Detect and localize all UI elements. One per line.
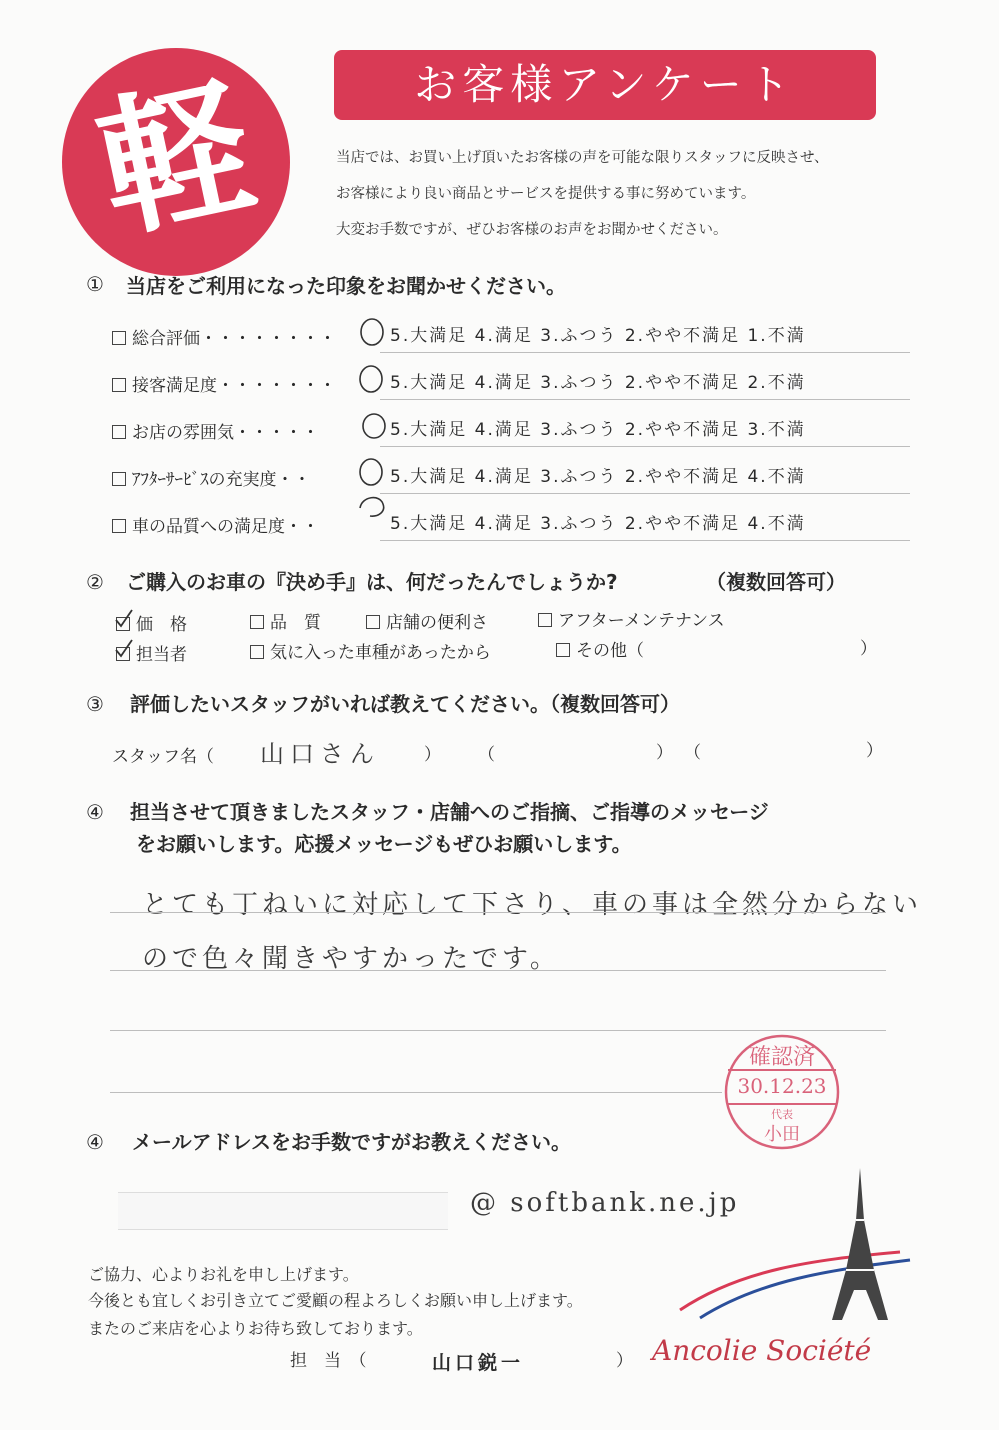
- paren-close-2: ）: [656, 743, 673, 763]
- stamp-small: 代表: [771, 1108, 793, 1121]
- check-mark-price: [116, 610, 132, 626]
- q3-number: ③: [86, 692, 104, 716]
- q2-option-favorite[interactable]: 気に入った車種があったから: [250, 638, 491, 663]
- check-mark-staff: [116, 640, 132, 656]
- paren-close-1: ）: [424, 745, 441, 765]
- selection-circle-5: [360, 498, 384, 517]
- checkbox[interactable]: [250, 615, 264, 629]
- divider: [380, 352, 910, 353]
- staff-name-1[interactable]: 山口さん: [260, 740, 380, 768]
- answer-line: [110, 1030, 886, 1031]
- q1-row-aftersales: ｱﾌﾀｰｻｰﾋﾞｽの充実度・・: [112, 465, 311, 490]
- selection-circle-1: [361, 319, 383, 345]
- q2-option-aftermaint[interactable]: アフターメンテナンス: [538, 606, 725, 631]
- q1-scale-aftersales: 5.大満足 4.満足 3.ふつう 2.やや不満足 4.不満: [390, 467, 806, 487]
- staff-name-label: スタッフ名（: [112, 747, 214, 767]
- eiffel-tower-icon: [660, 1160, 920, 1360]
- selection-circle-2: [360, 366, 382, 392]
- q1-number: ①: [86, 272, 104, 296]
- q1-row-overall: 総合評価・・・・・・・・: [112, 324, 336, 349]
- q2-option-quality[interactable]: 品 質: [250, 608, 321, 633]
- answer-line: [110, 912, 886, 913]
- checkbox[interactable]: [112, 472, 126, 486]
- message-line-2[interactable]: ので色々聞きやすかったです。: [142, 944, 560, 974]
- q2-number: ②: [86, 570, 104, 594]
- selection-circle-4: [360, 459, 382, 485]
- email-local-field[interactable]: [118, 1192, 448, 1230]
- q2-title: ご購入のお車の『決め手』は、何だったんでしょうか?: [126, 570, 618, 594]
- q1-row-service: 接客満足度・・・・・・・: [112, 371, 336, 396]
- q2-option-staff[interactable]: 担当者: [116, 640, 187, 665]
- q2-option-price[interactable]: 価 格: [116, 610, 187, 635]
- intro-line-3: 大変お手数ですが、ぜひお客様のお声をお聞かせください。: [336, 222, 728, 238]
- stamp-top: 確認済: [748, 1045, 815, 1070]
- q2-other-close: ）: [860, 639, 877, 659]
- q1-scale-service: 5.大満足 4.満足 3.ふつう 2.やや不満足 2.不満: [390, 373, 806, 393]
- checkbox[interactable]: [538, 613, 552, 627]
- divider: [380, 446, 910, 447]
- q1-row-atmosphere: お店の雰囲気・・・・・: [112, 418, 319, 443]
- selection-circles: [350, 312, 400, 542]
- q1-scale-overall: 5.大満足 4.満足 3.ふつう 2.やや不満足 1.不満: [390, 326, 806, 346]
- intro-line-2: お客様により良い商品とサービスを提供する事に努めています。: [336, 186, 756, 202]
- check-marks: [112, 606, 136, 662]
- checkbox[interactable]: [556, 643, 570, 657]
- divider: [380, 493, 910, 494]
- divider: [380, 540, 910, 541]
- checkbox[interactable]: [112, 331, 126, 345]
- q5-title: メールアドレスをお手数ですがお教えください。: [132, 1130, 571, 1154]
- q1-scale-quality: 5.大満足 4.満足 3.ふつう 2.やや不満足 4.不満: [390, 514, 806, 534]
- q1-scale-atmosphere: 5.大満足 4.満足 3.ふつう 2.やや不満足 3.不満: [390, 420, 806, 440]
- page-title: お客様アンケート: [334, 50, 876, 120]
- q4-title-line-2: をお願いします。応援メッセージもぜひお願いします。: [136, 832, 632, 856]
- intro-line-1: 当店では、お買い上げ頂いたお客様の声を可能な限りスタッフに反映させ、: [336, 150, 829, 166]
- answer-line: [110, 970, 886, 971]
- checkbox[interactable]: [112, 425, 126, 439]
- checkbox[interactable]: [112, 519, 126, 533]
- logo-char: 軽: [84, 59, 268, 261]
- divider: [380, 399, 910, 400]
- q3-title: 評価したいスタッフがいれば教えてください。（複数回答可）: [130, 692, 680, 716]
- q4-title-line-1: 担当させて頂きましたスタッフ・店舗へのご指摘、ご指導のメッセージ: [130, 800, 769, 824]
- tanto-close: ）: [616, 1351, 633, 1371]
- email-domain[interactable]: @ softbank.ne.jp: [470, 1188, 740, 1218]
- tanto-name: 山口鋭一: [432, 1352, 525, 1374]
- q2-option-convenience[interactable]: 店舗の便利さ: [366, 608, 488, 633]
- q2-note: （複数回答可）: [706, 570, 846, 594]
- footer-line-3: またのご来店を心よりお待ち致しております。: [88, 1319, 423, 1338]
- paren-open-2: （: [478, 745, 495, 765]
- footer-line-2: 今後とも宜しくお引き立てご愛顧の程よろしくお願い申し上げます。: [88, 1291, 583, 1310]
- stamp-date: 30.12.23: [737, 1074, 827, 1098]
- q1-title: 当店をご利用になった印象をお聞かせください。: [126, 274, 566, 298]
- message-line-1[interactable]: とても丁ねいに対応して下さり、車の事は全然分からない: [142, 890, 923, 920]
- confirmation-stamp: [722, 1032, 842, 1152]
- tanto-label: 担 当 （: [290, 1351, 367, 1371]
- selection-circle-3: [363, 414, 385, 438]
- brand-logo: Ancolie Société: [652, 1334, 872, 1367]
- checkbox[interactable]: [366, 615, 380, 629]
- checkbox[interactable]: [112, 378, 126, 392]
- q2-option-other[interactable]: その他（: [556, 636, 644, 661]
- checkbox[interactable]: [250, 645, 264, 659]
- q5-number: ④: [86, 1130, 104, 1154]
- answer-line: [110, 1092, 722, 1093]
- footer-line-1: ご協力、心よりお礼を申し上げます。: [88, 1265, 359, 1284]
- q4-number: ④: [86, 800, 104, 824]
- paren-open-3: （: [684, 743, 701, 763]
- q1-row-quality: 車の品質への満足度・・: [112, 512, 319, 537]
- stamp-name: 小田: [764, 1124, 800, 1145]
- paren-close-3: ）: [866, 741, 883, 761]
